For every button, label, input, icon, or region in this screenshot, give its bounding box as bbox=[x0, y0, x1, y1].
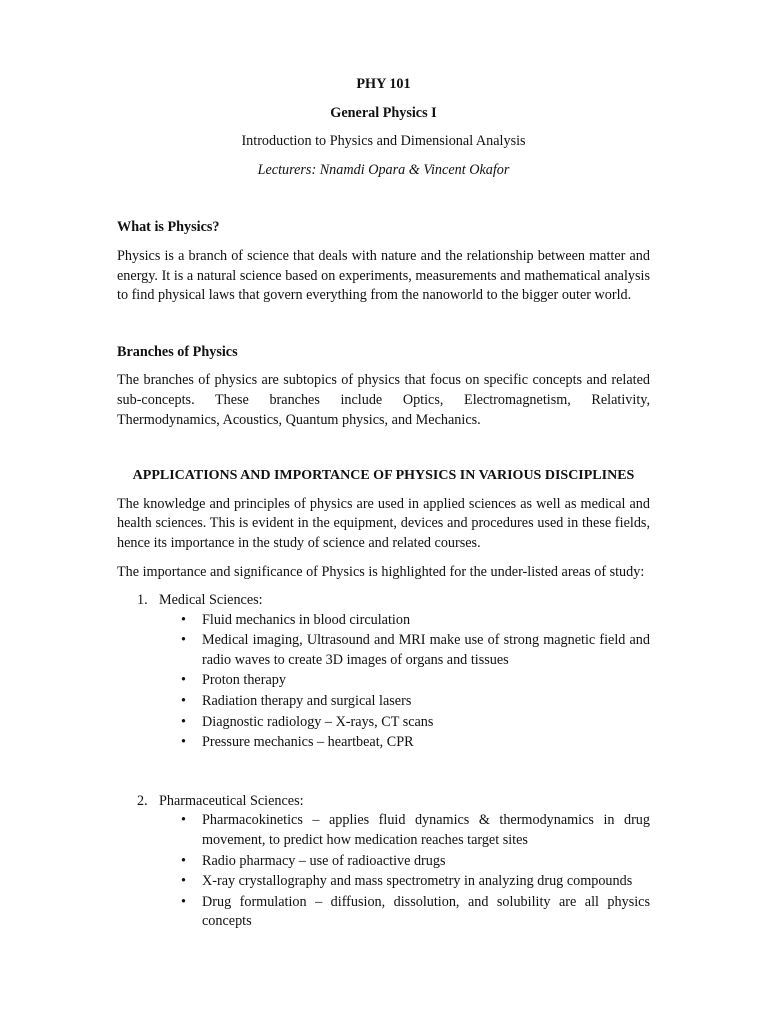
applications-lead: The importance and significance of Physics is highlighted for the under-listed areas of study: bbox=[117, 563, 645, 580]
bullet-text: Pressure mechanics – heartbeat, CPR bbox=[202, 734, 414, 751]
section-heading-applications: APPLICATIONS AND IMPORTANCE OF PHYSICS IN VARIOUS DISCIPLINES bbox=[132, 468, 635, 484]
document-page bbox=[117, 75, 650, 933]
course-title: General Physics I bbox=[330, 104, 437, 121]
lecturers-line: Lecturers: Nnamdi Opara & Vincent Okafor bbox=[257, 161, 510, 178]
section-heading-branches: Branches of Physics bbox=[117, 343, 238, 360]
area-title-line bbox=[117, 591, 650, 611]
list-item bbox=[181, 811, 650, 850]
bullet-text: Radio pharmacy – use of radioactive drugs bbox=[202, 852, 446, 869]
spacer bbox=[117, 754, 650, 792]
list-item bbox=[181, 671, 650, 691]
area-title: Medical Sciences: bbox=[159, 592, 263, 609]
applications-intro: The knowledge and principles of physics are used in applied sciences as well as medical and health sciences. This is evident in the equipment, devices and procedures used in these fields, hence its importance in the study of science and related courses. bbox=[117, 495, 650, 551]
areas-list bbox=[117, 591, 650, 932]
bullet-icon: • bbox=[181, 672, 186, 689]
bullet-text: Fluid mechanics in blood circulation bbox=[202, 611, 411, 628]
list-item bbox=[181, 713, 650, 733]
bullet-text: Proton therapy bbox=[202, 672, 286, 689]
bullet-icon: • bbox=[181, 812, 186, 829]
course-code: PHY 101 bbox=[356, 76, 411, 92]
bullet-text: Radiation therapy and surgical lasers bbox=[202, 693, 412, 710]
bullet-text: Drug formulation – diffusion, dissolution, and solubility are all physics concepts bbox=[202, 893, 650, 930]
bullet-icon: • bbox=[181, 852, 186, 869]
bullet-icon: • bbox=[181, 611, 186, 628]
section-heading-what-is-physics: What is Physics? bbox=[117, 219, 220, 236]
list-item bbox=[181, 611, 650, 631]
bullet-list-pharmaceutical bbox=[117, 811, 650, 932]
bullet-text: Diagnostic radiology – X-rays, CT scans bbox=[202, 713, 434, 730]
area-number: 1. bbox=[137, 592, 148, 609]
section-body-what-is-physics: Physics is a branch of science that deals with nature and the relationship between matter and energy. It is a natural science based on experiments, measurements and mathematical analysis to find physical laws that govern everything from the nanoworld to the bigger outer world. bbox=[117, 247, 650, 304]
spacer bbox=[117, 439, 650, 466]
section-body-branches: The branches of physics are subtopics of physics that focus on specific concepts and related sub-concepts. These branches include Optics, Electromagnetism, Relativity, Thermodynamics, Acoustics, Quantum physics, and Mechanics. bbox=[117, 372, 650, 428]
list-item bbox=[181, 893, 650, 932]
area-title: Pharmaceutical Sciences: bbox=[159, 792, 304, 809]
list-item bbox=[181, 631, 650, 670]
area-item-medical bbox=[117, 591, 650, 753]
list-item bbox=[181, 733, 650, 753]
bullet-text: Pharmacokinetics – applies fluid dynamics & thermodynamics in drug movement, to predict how medication reaches target sites bbox=[202, 812, 650, 849]
bullet-text: X-ray crystallography and mass spectrometry in analyzing drug compounds bbox=[202, 873, 633, 890]
bullet-list-medical bbox=[117, 611, 650, 753]
list-item bbox=[181, 852, 650, 872]
bullet-icon: • bbox=[181, 873, 186, 890]
bullet-icon: • bbox=[181, 734, 186, 751]
spacer bbox=[117, 180, 650, 218]
bullet-text: Medical imaging, Ultrasound and MRI make use of strong magnetic field and radio waves to create 3D images of organs and tissues bbox=[202, 632, 650, 668]
bullet-icon: • bbox=[181, 693, 186, 710]
area-item-pharmaceutical bbox=[117, 792, 650, 932]
area-title-line bbox=[117, 792, 650, 812]
list-item bbox=[181, 872, 650, 892]
list-item bbox=[181, 692, 650, 712]
course-subtitle: Introduction to Physics and Dimensional Analysis bbox=[241, 133, 526, 150]
bullet-icon: • bbox=[181, 713, 186, 730]
area-number: 2. bbox=[137, 792, 148, 809]
bullet-icon: • bbox=[181, 893, 186, 910]
bullet-icon: • bbox=[181, 632, 186, 649]
spacer bbox=[117, 315, 650, 343]
